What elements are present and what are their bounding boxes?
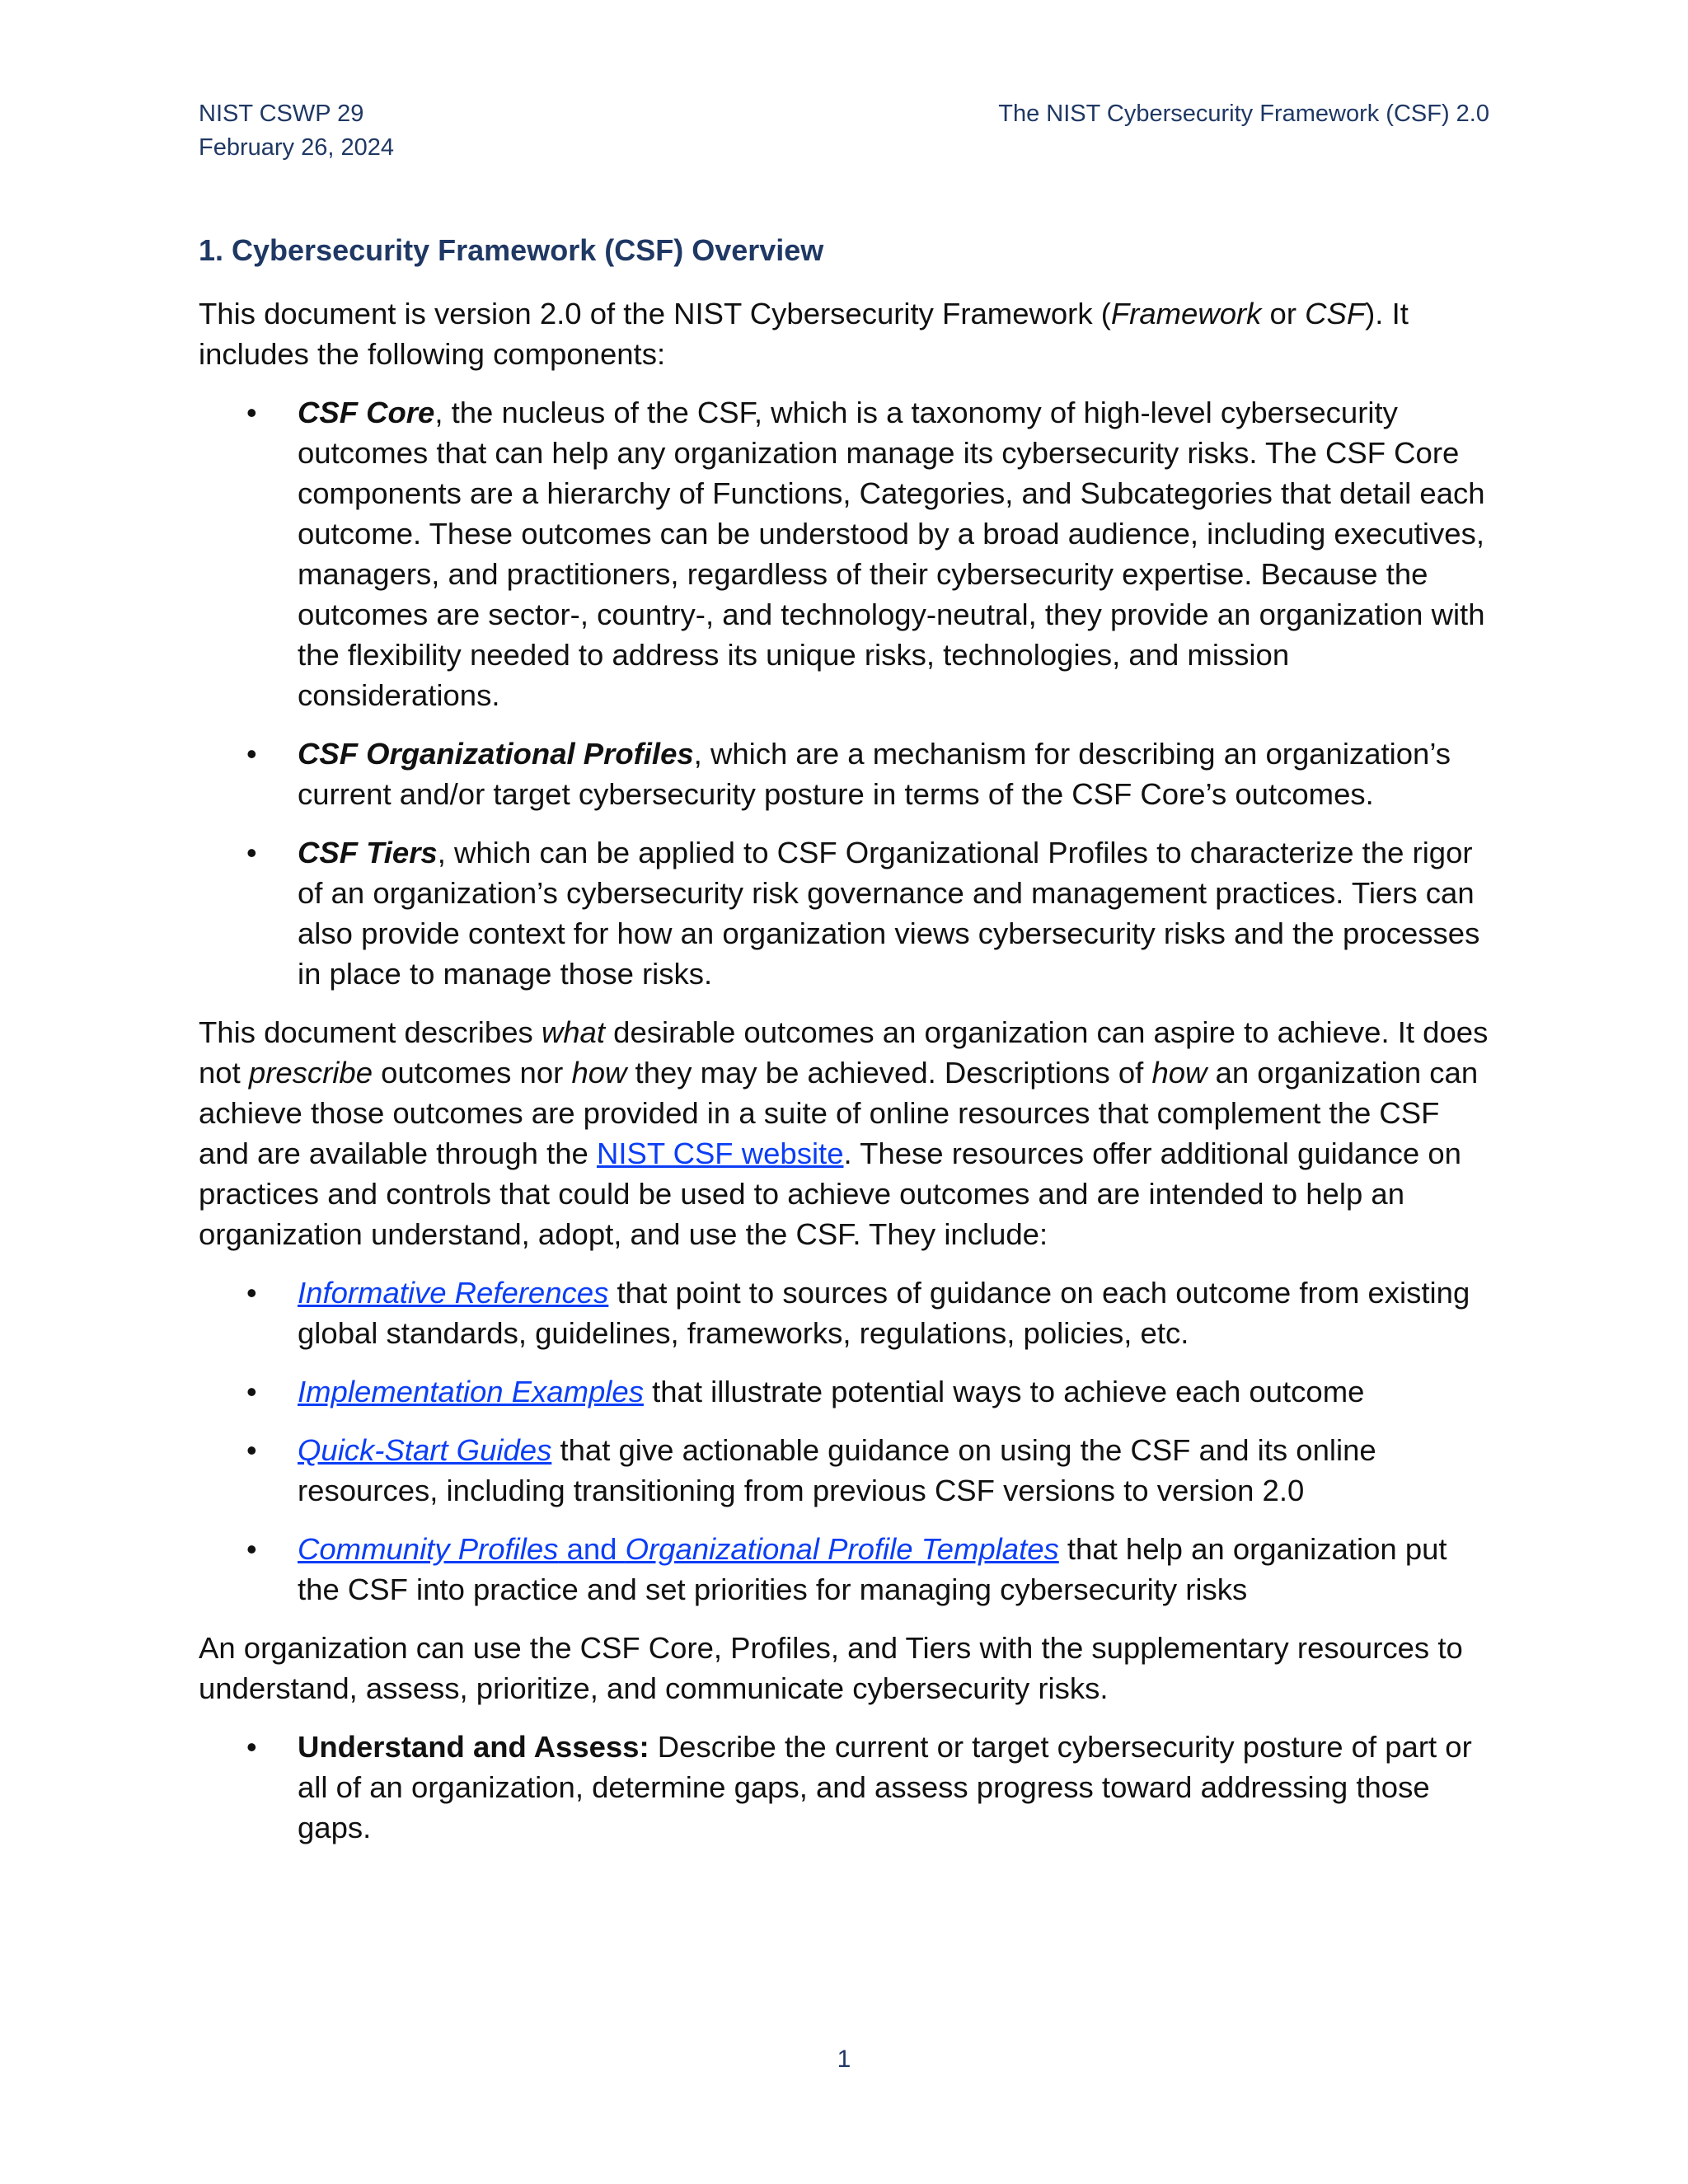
bullet-icon: • xyxy=(246,1532,257,1566)
list-item: • Informative References that point to sources of guidance on each outcome from existing global standards, guidelines, frameworks, regulations, policies, etc. xyxy=(199,1272,1489,1353)
informative-references-link[interactable]: Informative References xyxy=(298,1276,609,1310)
bullet-icon: • xyxy=(246,1276,257,1310)
components-list xyxy=(199,392,1489,994)
community-profiles-link[interactable]: Community Profiles and Organizational Profile Templates xyxy=(298,1532,1059,1566)
bullet-icon: • xyxy=(246,1730,257,1764)
usage-paragraph: An organization can use the CSF Core, Profiles, and Tiers with the supplementary resources to understand, assess, prioritize, and communicate cybersecurity risks. xyxy=(199,1631,1463,1705)
quick-start-guides-link[interactable]: Quick-Start Guides xyxy=(298,1433,552,1467)
bullet-icon: • xyxy=(246,836,257,869)
page-header-left xyxy=(199,97,394,165)
page-content xyxy=(199,227,1489,1866)
term-csf-core: CSF Core xyxy=(298,396,435,429)
nist-csf-website-link[interactable]: NIST CSF website xyxy=(596,1137,844,1170)
page-number: 1 xyxy=(837,2046,851,2073)
bullet-icon: • xyxy=(246,396,257,429)
bullet-icon: • xyxy=(246,1375,257,1408)
term-understand-assess: Understand and Assess: xyxy=(298,1730,649,1764)
resources-list xyxy=(199,1272,1489,1610)
term-csf-tiers: CSF Tiers xyxy=(298,836,438,869)
implementation-examples-link[interactable]: Implementation Examples xyxy=(298,1375,644,1408)
intro-paragraph: This document is version 2.0 of the NIST Cybersecurity Framework (Framework or CSF). It includes the following components: xyxy=(199,297,1409,371)
document-title-header: The NIST Cybersecurity Framework (CSF) 2.0 xyxy=(998,101,1489,127)
section-heading: 1. Cybersecurity Framework (CSF) Overview xyxy=(199,233,824,267)
uses-list xyxy=(199,1727,1489,1848)
list-item: • CSF Tiers, which can be applied to CSF Organizational Profiles to characterize the rigor of an organization’s cybersecurity risk governance and management practices. Tiers can also provide context for how an organization views cybersecurity risks and the processes in place to manage those risks. xyxy=(199,832,1489,994)
list-item: • Community Profiles and Organizational Profile Templates that help an organization put the CSF into practice and set priorities for managing cybersecurity risks xyxy=(199,1529,1489,1610)
term-csf-profiles: CSF Organizational Profiles xyxy=(298,737,694,771)
document-date: February 26, 2024 xyxy=(199,134,394,161)
list-item: • Understand and Assess: Describe the current or target cybersecurity posture of part or all of an organization, determine gaps, and assess progress toward addressing those gaps. xyxy=(199,1727,1489,1848)
bullet-icon: • xyxy=(246,737,257,771)
list-item: • CSF Organizational Profiles, which are a mechanism for describing an organization’s current and/or target cybersecurity posture in terms of the CSF Core’s outcomes. xyxy=(199,733,1489,814)
list-item: • Implementation Examples that illustrate potential ways to achieve each outcome xyxy=(199,1371,1489,1412)
document-id: NIST CSWP 29 xyxy=(199,101,364,127)
bullet-icon: • xyxy=(246,1433,257,1467)
outcomes-paragraph: This document describes what desirable outcomes an organization can aspire to achieve. It does not prescribe outcomes nor how they may be achieved. Descriptions of how an organization can achieve those outcomes are provided in a suite of online resources that complement the CSF and are available through the NIST CSF website. These resources offer additional guidance on practices and controls that could be used to achieve outcomes and are intended to help an organization understand, adopt, and use the CSF. They include: xyxy=(199,1015,1489,1251)
list-item: • Quick-Start Guides that give actionable guidance on using the CSF and its online resources, including transitioning from previous CSF versions to version 2.0 xyxy=(199,1430,1489,1511)
list-item: • CSF Core, the nucleus of the CSF, which is a taxonomy of high-level cybersecurity outcomes that can help any organization manage its cybersecurity risks. The CSF Core components are a hierarchy of Functions, Categories, and Subcategories that detail each outcome. These outcomes can be understood by a broad audience, including executives, managers, and practitioners, regardless of their cybersecurity expertise. Because the outcomes are sector-, country-, and technology-neutral, they provide an organization with the flexibility needed to address its unique risks, technologies, and mission considerations. xyxy=(199,392,1489,715)
